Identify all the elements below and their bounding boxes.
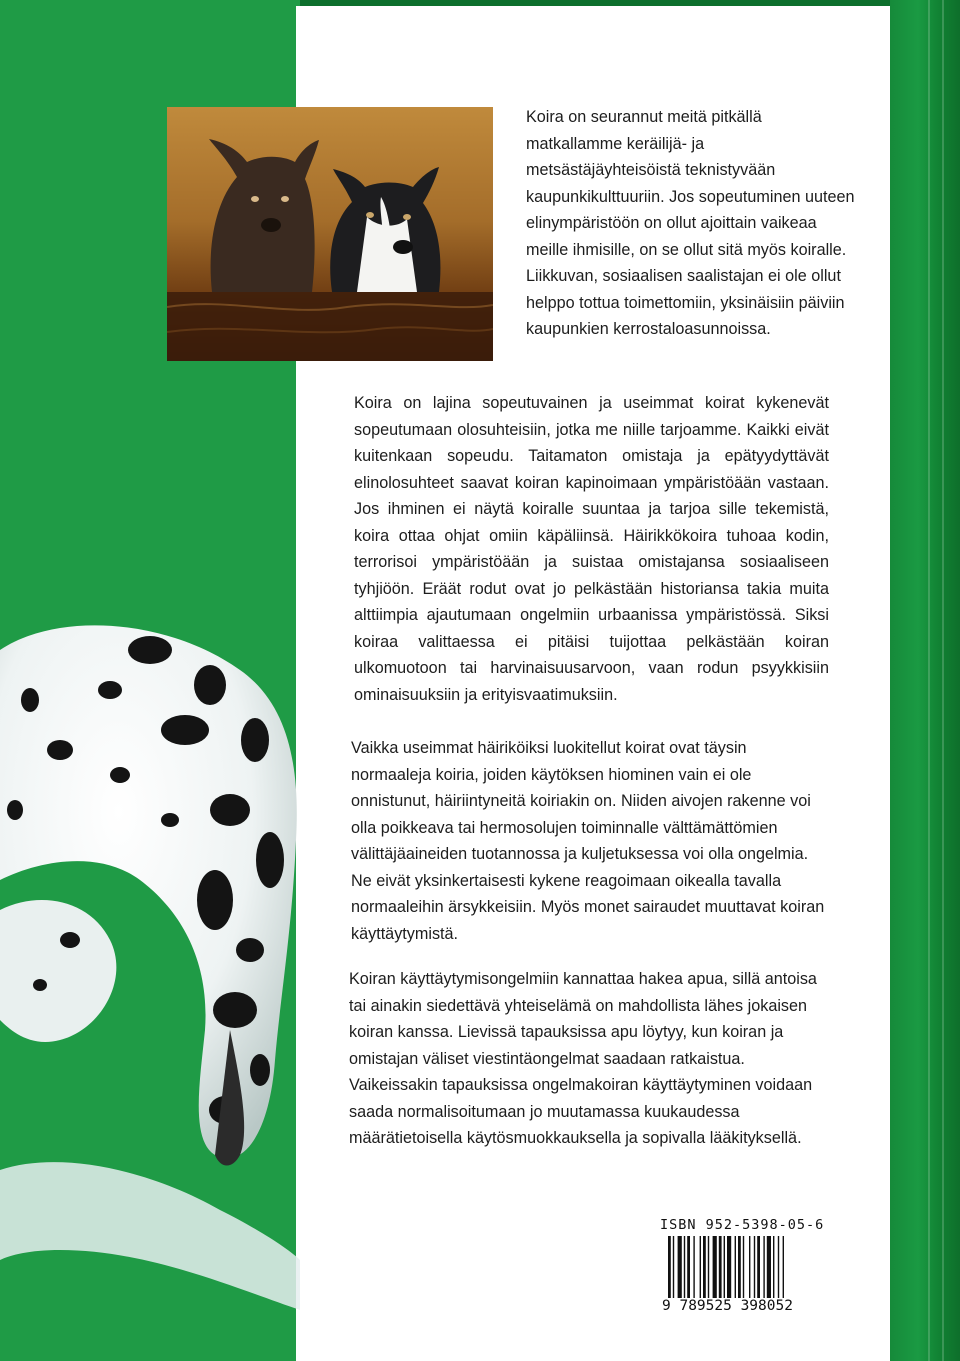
dalmatian-image [0, 610, 300, 1361]
dogs-in-water-photo [167, 107, 493, 361]
spine-crease [942, 0, 944, 1361]
isbn-label: ISBN 952-5398-05-6 [660, 1217, 825, 1233]
paragraph-4: Koiran käyttäytymisongelmiin kannattaa hakea apua, sillä antoisa tai ainakin siedettävä yhteiselämä on mahdollista lähes jokaisen koiran kanssa. Lievissä tapauksissa apu löytyy, kun koiran ja omistajan väliset viestintäongelmat saadaan ratkaistua. Vaikeissakin tapauksissa ongelmakoiran käyttäytyminen voidaan saada normalisoitumaan jo muutamassa kuukaudessa määrätietoisella käytösmuokkauksella ja sopivalla lääkityksellä. [349, 970, 817, 1147]
barcode-digits: 9 789525 398052 [662, 1298, 793, 1314]
paragraph-3: Vaikka useimmat häiriköiksi luokitellut koirat ovat täysin normaaleja koiria, joiden käytöksen hiominen vain ei ole onnistunut, häiriintyneitä koiriakin on. Niiden aivojen rakenne voi olla poikkeava tai hermosolujen toiminnalle välttämättömien välittäjäaineiden tuotannossa ja kuljetuksessa voi olla ongelmia. Ne eivät yksinkertaisesti kykene reagoimaan oikealla tavalla normaaleihin ärsykkeisiin. Myös monet sairaudet muuttavat koiran käyttäytymistä. [351, 739, 825, 943]
paragraph-2: Koira on lajina sopeutuvainen ja useimmat koirat kykenevät sopeutumaan olosuhteisiin, jotka me niille tarjoamme. Kaikki eivät kuitenkaan sopeudu. Taitamaton omistaja ja epätyydyttävät elinolosuhteet saavat koiran kapinoimaan ympäristöään vastaan. Jos ihminen ei näytä koiralle suuntaa ja tarjoa sille tekemistä, koira ottaa ohjat omiin käpäliinsä. Häirikkökoira tuhoaa kodin, terrorisoi ympäristöään ja suistaa omistajansa sosiaaliseen tyhjiöön. Eräät rodut ovat jo pelkästään historiansa takia muita alttiimpia ajautumaan ongelmiin urbaanissa ympäristössä. Siksi koiraa valittaessa ei pitäisi tuijottaa pelkästään koiran ulkomuotoon tai harvinaisuusarvoon, vaan rodun psyykkisiin ominaisuuksiin ja erityisvaatimuksiin. [354, 394, 829, 704]
dogs-illustration [167, 107, 493, 361]
book-spine [890, 0, 960, 1361]
spine-crease [928, 0, 930, 1361]
paragraph-1: Koira on seurannut meitä pitkällä matkallamme keräilijä- ja metsästäjäyhteisöistä teknistyvään kaupunkikulttuuriin. Jos sopeutuminen uuteen elinympäristöön on ollut ajoittain vaikeaa meille ihmisille, on se ollut sitä myös koiralle. Liikkuvan, sosiaalisen saalistajan ei ole ollut helppo tottua toimettomiin, yksinäisiin päiviin kaupunkien kerrostaloasunnoissa. [526, 108, 855, 338]
